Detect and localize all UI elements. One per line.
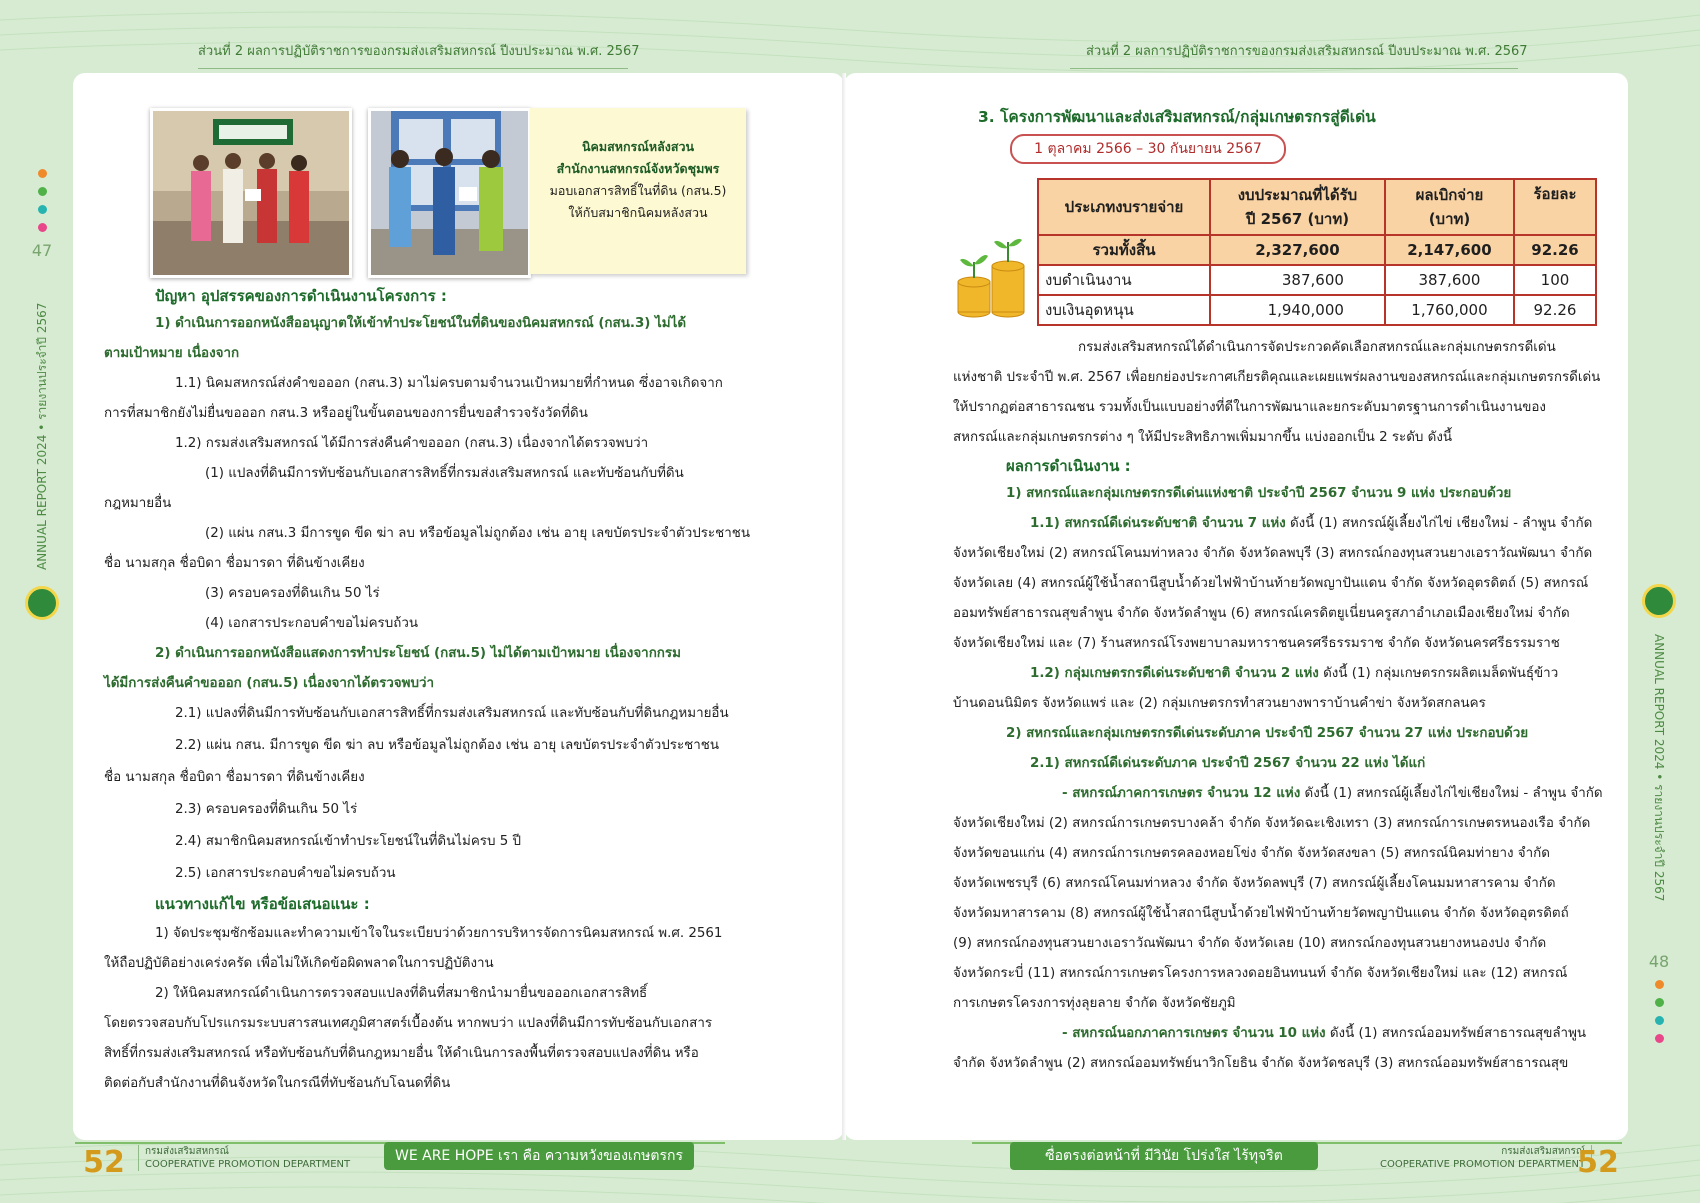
nonagri-coop-line-a [1062,1022,1586,1043]
header-budget-received [1210,179,1385,235]
intro-line-3: ให้ปรากฏต่อสาธารณชน รวมทั้งเป็นแบบอย่างที่ดีในการพัฒนาและยกระดับมาตรฐานการดำเนินงานของ [953,400,1546,415]
solution-1-a: 1) จัดประชุมซักซ้อมและทำความเข้าใจในระเบียบว่าด้วยการบริหารจัดการนิคมสหกรณ์ พ.ศ. 2561 [155,926,723,941]
solution-heading: แนวทางแก้ไข หรือข้อเสนอแนะ : [155,895,370,913]
table-cell: งบเงินอุดหนุน [1038,295,1210,325]
result-1-2-heading: 1.2) กลุ่มเกษตรกรดีเด่นระดับชาติ จำนวน 2 แห่ง [1030,666,1319,681]
header-disbursed-line-1: ผลเบิกจ่าย [1415,186,1484,204]
problem-2-1: 2.1) แปลงที่ดินมีการทับซ้อนกับเอกสารสิทธิ์ที่กรมส่งเสริมสหกรณ์ และทับซ้อนกับที่ดินกฎหมายอื่น [175,706,729,721]
caption-line-1: นิคมสหกรณ์หลังสวน [581,139,695,154]
left-side-strip [22,160,62,260]
problem-1-2-item-1-b: กฎหมายอื่น [104,496,172,511]
table-cell: งบดำเนินงาน [1038,265,1210,295]
problem-2-line-b: ได้มีการส่งคืนคำขอออก (กสน.5) เนื่องจากได้ตรวจพบว่า [104,676,434,691]
result-2-1: 2.1) สหกรณ์ดีเด่นระดับภาค ประจำปี 2567 จำนวน 22 แห่ง ได้แก่ [1030,756,1426,771]
solution-1-b: ให้ถือปฏิบัติอย่างเคร่งครัด เพื่อไม่ให้เกิดข้อผิดพลาดในการปฏิบัติงาน [104,956,494,971]
running-header-right: ส่วนที่ 2 ผลการปฏิบัติราชการของกรมส่งเสริมสหกรณ์ ปีงบประมาณ พ.ศ. 2567 [1086,44,1528,59]
table-row-total [1038,235,1596,265]
problem-2-5: 2.5) เอกสารประกอบคำขอไม่ครบถ้วน [175,866,396,881]
solution-2-b: โดยตรวจสอบกับโปรแกรมระบบสารสนเทศภูมิศาสตร์เบื้องต้น หากพบว่า แปลงที่ดินมีการทับซ้อนกับเอกสาร [104,1016,713,1031]
problem-1-line-a: 1) ดำเนินการออกหนังสืออนุญาตให้เข้าทำประโยชน์ในที่ดินของนิคมสหกรณ์ (กสน.3) ไม่ได้ [155,316,687,331]
table-cell: 1,940,000 [1210,295,1385,325]
nonagri-coop-line-b: จำกัด จังหวัดลำพูน (2) สหกรณ์ออมทรัพย์นาวิกโยธิน จำกัด จังหวัดชลบุรี (3) สหกรณ์ออมทรัพย์สาธารณสุข [953,1056,1569,1071]
header-disbursed [1385,179,1514,235]
coins-plant-illustration [952,236,1032,320]
agri-coop-heading: - สหกรณ์ภาคการเกษตร จำนวน 12 แห่ง [1062,786,1301,801]
pink-dot [1655,1034,1664,1043]
results-heading: ผลการดำเนินงาน : [1006,457,1131,475]
problem-1-2-item-4: (4) เอกสารประกอบคำขอไม่ครบถ้วน [205,616,419,631]
header-rule-left [198,68,628,69]
pink-dot [38,223,47,232]
caption-line-2: สำนักงานสหกรณ์จังหวัดชุมพร [556,161,720,176]
agri-coop-line-a [1062,782,1603,803]
footer-slogan-left: WE ARE HOPE เรา คือ ความหวังของเกษตรกร [384,1142,694,1170]
anniversary-logo-left: 52 [83,1145,125,1180]
agri-coop-text: ดังนี้ (1) สหกรณ์ผู้เลี้ยงไก่ไข่เชียงใหม่ - ลำพูน จำกัด [1300,786,1603,801]
problem-2-2-a: 2.2) แผ่น กสน. มีการขูด ขีด ฆ่า ลบ หรือข้อมูลไม่ถูกต้อง เช่น อายุ เลขบัตรประจำตัวประชาชน [175,738,720,753]
problem-1-2-item-1-a: (1) แปลงที่ดินมีการทับซ้อนกับเอกสารสิทธิ์ที่กรมส่งเสริมสหกรณ์ และทับซ้อนกับที่ดิน [205,466,684,481]
result-1-1-line-d: ออมทรัพย์สาธารณสุขลำพูน จำกัด จังหวัดลำพูน (6) สหกรณ์เครดิตยูเนี่ยนครูสภาอำเภอเมืองเชียงใหม่ จำกัด [953,606,1570,621]
problem-1-1-line-b: การที่สมาชิกยังไม่ยื่นขอออก กสน.3 หรืออยู่ในขั้นตอนของการยื่นขอสำรวจรังวัดที่ดิน [104,406,588,421]
result-2: 2) สหกรณ์และกลุ่มเกษตรกรดีเด่นระดับภาค ประจำปี 2567 จำนวน 27 แห่ง ประกอบด้วย [1006,726,1529,741]
agri-coop-line-g: จังหวัดกระบี่ (11) สหกรณ์การเกษตรโครงการหลวงดอยอินทนนท์ จำกัด จังหวัดเชียงใหม่ และ (12) สหกรณ์ [953,966,1568,981]
table-row [1038,295,1596,325]
agri-coop-line-h: การเกษตรโครงการทุ่งลุยลาย จำกัด จังหวัดชัยภูมิ [953,996,1236,1011]
problem-2-line-a: 2) ดำเนินการออกหนังสือแสดงการทำประโยชน์ (กสน.5) ไม่ได้ตามเป้าหมาย เนื่องจากกรม [155,646,681,661]
result-1-2-line-a [1030,662,1558,683]
caption-line-4: ให้กับสมาชิกนิคมหลังสวน [568,205,708,220]
intro-line-4: สหกรณ์และกลุ่มเกษตรกรต่าง ๆ ให้มีประสิทธิภาพเพิ่มมากขึ้น แบ่งออกเป็น 2 ระดับ ดังนี้ [953,430,1453,445]
footer-dept-en-left: COOPERATIVE PROMOTION DEPARTMENT [145,1159,351,1170]
table-header-row [1038,179,1596,235]
header-expense-type: ประเภทงบรายจ่าย [1038,179,1210,235]
table-cell: 100 [1514,265,1596,295]
result-1-1-text: ดังนี้ (1) สหกรณ์ผู้เลี้ยงไก่ไข่ เชียงใหม่ - ลำพูน จำกัด [1285,516,1593,531]
table-cell: รวมทั้งสิ้น [1038,235,1210,265]
agri-coop-line-f: (9) สหกรณ์กองทุนสวนยางเอราวัณพัฒนา จำกัด จังหวัดเลย (10) สหกรณ์กองทุนสวนยางหนองปง จำกัด [953,936,1547,951]
anniversary-logo-right: 52 [1577,1145,1619,1180]
page-number-left: 47 [31,241,53,260]
nonagri-coop-text: ดังนี้ (1) สหกรณ์ออมทรัพย์สาธารณสุขลำพูน [1325,1026,1587,1041]
budget-table [1037,178,1597,326]
table-cell: 2,147,600 [1385,235,1514,265]
problem-2-3: 2.3) ครอบครองที่ดินเกิน 50 ไร่ [175,802,358,817]
header-budget-line-1: งบประมาณที่ได้รับ [1237,186,1358,204]
right-side-strip [1639,952,1679,1052]
department-emblem-left [25,586,59,620]
table-cell: 92.26 [1514,295,1596,325]
photo-document-handover [368,108,531,278]
orange-dot [1655,980,1664,989]
result-1-1-line-e: จังหวัดเชียงใหม่ และ (7) ร้านสหกรณ์โรงพยาบาลมหาราชนครศรีธรรมราช จำกัด จังหวัดนครศรีธรรมราช [953,636,1560,651]
problem-1-1-line-a: 1.1) นิคมสหกรณ์ส่งคำขอออก (กสน.3) มาไม่ครบตามจำนวนเป้าหมายที่กำหนด ซึ่งอาจเกิดจาก [175,376,723,391]
department-emblem-right [1642,584,1676,618]
photo-handover-group [150,108,352,278]
header-disbursed-line-2: (บาท) [1428,210,1471,228]
running-header-left: ส่วนที่ 2 ผลการปฏิบัติราชการของกรมส่งเสริมสหกรณ์ ปีงบประมาณ พ.ศ. 2567 [198,44,640,59]
result-1-1-line-b: จังหวัดเชียงใหม่ (2) สหกรณ์โคนมท่าหลวง จำกัด จังหวัดลพบุรี (3) สหกรณ์กองทุนสวนยางเอราวัณพัฒนา จำกัด [953,546,1593,561]
problems-heading: ปัญหา อุปสรรคของการดำเนินงานโครงการ : [155,287,447,305]
table-cell: 1,760,000 [1385,295,1514,325]
teal-dot [1655,1016,1664,1025]
problem-1-2-item-3: (3) ครอบครองที่ดินเกิน 50 ไร่ [205,586,380,601]
solution-2-a: 2) ให้นิคมสหกรณ์ดำเนินการตรวจสอบแปลงที่ดินที่สมาชิกนำมายื่นขอออกเอกสารสิทธิ์ [155,986,648,1001]
solution-2-c: สิทธิ์ที่กรมส่งเสริมสหกรณ์ หรือทับซ้อนกับที่ดินกฎหมายอื่น ให้ดำเนินการลงพื้นที่ตรวจสอบแปลงที่ดิน หรือ [104,1046,699,1061]
footer-dept-en-right: COOPERATIVE PROMOTION DEPARTMENT [1380,1159,1586,1170]
page-number-right: 48 [1648,952,1670,971]
table-cell: 2,327,600 [1210,235,1385,265]
teal-dot [38,205,47,214]
center-fold [842,73,846,1140]
header-percent: ร้อยละ [1514,179,1596,235]
orange-dot [38,169,47,178]
solution-2-d: ติดต่อกับสำนักงานที่ดินจังหวัดในกรณีที่ทับซ้อนกับโฉนดที่ดิน [104,1076,451,1091]
footer-dept-th-left: กรมส่งเสริมสหกรณ์ [145,1146,229,1157]
section-title: 3. โครงการพัฒนาและส่งเสริมสหกรณ์/กลุ่มเกษตรกรสู่ดีเด่น [978,108,1376,126]
nonagri-coop-heading: - สหกรณ์นอกภาคการเกษตร จำนวน 10 แห่ง [1062,1026,1326,1041]
period-pill: 1 ตุลาคม 2566 – 30 กันยายน 2567 [1010,134,1286,164]
green-dot [38,187,47,196]
result-1-1-heading: 1.1) สหกรณ์ดีเด่นระดับชาติ จำนวน 7 แห่ง [1030,516,1286,531]
footer-slogan-right: ซื่อตรงต่อหน้าที่ มีวินัย โปร่งใส ไร้ทุจริต [1010,1142,1318,1170]
problem-1-line-b: ตามเป้าหมาย เนื่องจาก [104,346,240,361]
footer-department-right [1380,1145,1592,1171]
problem-2-4: 2.4) สมาชิกนิคมสหกรณ์เข้าทำประโยชน์ในที่ดินไม่ครบ 5 ปี [175,834,522,849]
problem-1-2: 1.2) กรมส่งเสริมสหกรณ์ ได้มีการส่งคืนคำขอออก (กสน.3) เนื่องจากได้ตรวจพบว่า [175,436,649,451]
result-1-2-line-b: บ้านดอนนิมิตร จังหวัดแพร่ และ (2) กลุ่มเกษตรกรทำสวนยางพาราบ้านคำข่า จังหวัดสกลนคร [953,696,1486,711]
result-1-1-line-c: จังหวัดเลย (4) สหกรณ์ผู้ใช้น้ำสถานีสูบน้ำด้วยไฟฟ้าบ้านท้ายวัดพญาปันแดน จำกัด จังหวัดอุตรดิตถ์ (5) สหกรณ์ [953,576,1589,591]
table-cell: 387,600 [1385,265,1514,295]
table-row [1038,265,1596,295]
header-budget-line-2: ปี 2567 (บาท) [1245,210,1350,228]
caption-line-3: มอบเอกสารสิทธิ์ในที่ดิน (กสน.5) [549,183,727,198]
problem-2-2-b: ชื่อ นามสกุล ชื่อบิดา ชื่อมารดา ที่ดินข้างเคียง [104,770,365,785]
vertical-report-label-left: ANNUAL REPORT 2024 • รายงานประจำปี 2567 [35,302,49,570]
result-1-2-text: ดังนี้ (1) กลุ่มเกษตรกรผลิตเมล็ดพันธุ์ข้าว [1318,666,1559,681]
problem-1-2-item-2-a: (2) แผ่น กสน.3 มีการขูด ขีด ฆ่า ลบ หรือข้อมูลไม่ถูกต้อง เช่น อายุ เลขบัตรประจำตัวประชาชน [205,526,750,541]
agri-coop-line-e: จังหวัดมหาสารคาม (8) สหกรณ์ผู้ใช้น้ำสถานีสูบน้ำด้วยไฟฟ้าบ้านท้ายวัดพญาปันแดน จำกัด จังหวัดอุตรดิตถ์ [953,906,1569,921]
table-cell: 92.26 [1514,235,1596,265]
result-1: 1) สหกรณ์และกลุ่มเกษตรกรดีเด่นแห่งชาติ ประจำปี 2567 จำนวน 9 แห่ง ประกอบด้วย [1006,486,1512,501]
intro-line-1: กรมส่งเสริมสหกรณ์ได้ดำเนินการจัดประกวดคัดเลือกสหกรณ์และกลุ่มเกษตรกรดีเด่น [1078,340,1556,355]
agri-coop-line-b: จังหวัดเชียงใหม่ (2) สหกรณ์การเกษตรบางคล้า จำกัด จังหวัดฉะเชิงเทรา (3) สหกรณ์การเกษตรหนองเรือ จำกัด [953,816,1591,831]
footer-dept-th-right: กรมส่งเสริมสหกรณ์ [1501,1146,1586,1157]
table-cell: 387,600 [1210,265,1385,295]
problem-1-2-item-2-b: ชื่อ นามสกุล ชื่อบิดา ชื่อมารดา ที่ดินข้างเคียง [104,556,365,571]
photo-caption [530,108,746,274]
agri-coop-line-d: จังหวัดเพชรบุรี (6) สหกรณ์โคนมท่าหลวง จำกัด จังหวัดลพบุรี (7) สหกรณ์ผู้เลี้ยงโคนมมหาสารคาม จำกัด [953,876,1556,891]
footer-department-left [138,1145,350,1171]
agri-coop-line-c: จังหวัดขอนแก่น (4) สหกรณ์การเกษตรคลองหอยโข่ง จำกัด จังหวัดสงขลา (5) สหกรณ์นิคมท่ายาง จำกัด [953,846,1550,861]
vertical-report-label-right: ANNUAL REPORT 2024 • รายงานประจำปี 2567 [1652,634,1666,902]
header-rule-right [1070,68,1518,69]
intro-line-2: แห่งชาติ ประจำปี พ.ศ. 2567 เพื่อยกย่องประกาศเกียรติคุณและเผยแพร่ผลงานของสหกรณ์และกลุ่มเกษตรกรดีเด่น [953,370,1601,385]
green-dot [1655,998,1664,1007]
result-1-1-line-a [1030,512,1592,533]
